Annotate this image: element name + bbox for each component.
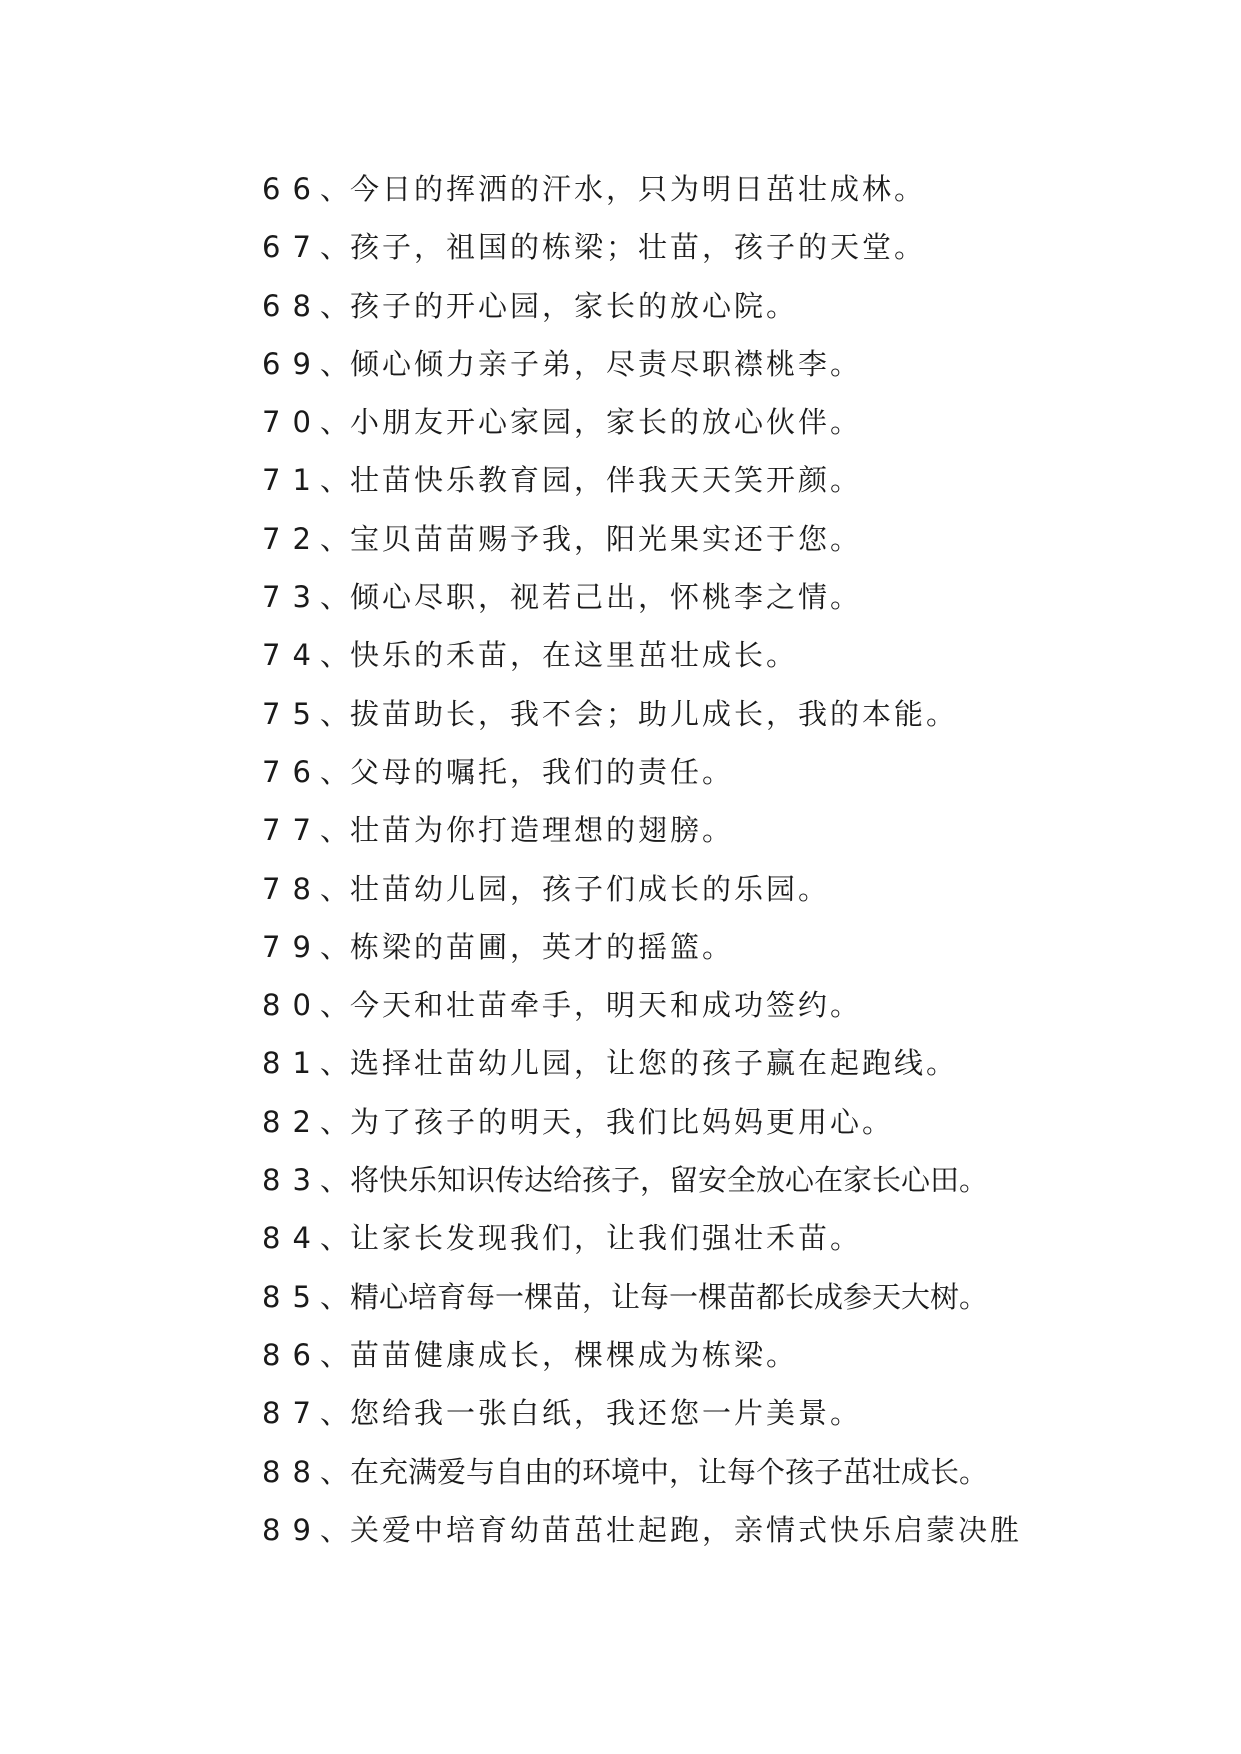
item-number: 88 [262, 1454, 323, 1489]
list-item [262, 335, 1022, 393]
item-number: 73 [262, 580, 323, 615]
list-item [262, 743, 1022, 801]
slogan-list [262, 160, 1022, 1559]
item-text: 父母的嘱托，我们的责任。 [350, 754, 735, 789]
item-text: 为了孩子的明天，我们比妈妈更用心。 [350, 1104, 895, 1139]
item-number: 71 [262, 463, 323, 498]
item-number: 87 [262, 1396, 323, 1431]
item-text: 您给我一张白纸，我还您一片美景。 [350, 1396, 863, 1431]
item-text: 今天和壮苗牵手，明天和成功签约。 [350, 988, 863, 1023]
item-text: 壮苗幼儿园，孩子们成长的乐园。 [350, 871, 831, 906]
item-separator: 、 [320, 1337, 350, 1372]
item-number: 84 [262, 1221, 323, 1256]
item-text: 让家长发现我们，让我们强壮禾苗。 [350, 1221, 863, 1256]
list-item [262, 1034, 1022, 1092]
item-text: 孩子的开心园，家长的放心院。 [350, 288, 799, 323]
list-item [262, 976, 1022, 1034]
item-separator: 、 [320, 580, 350, 615]
item-text: 孩子，祖国的栋梁；壮苗，孩子的天堂。 [350, 230, 927, 265]
item-text: 壮苗快乐教育园，伴我天天笑开颜。 [350, 463, 863, 498]
item-text: 小朋友开心家园，家长的放心伙伴。 [350, 405, 863, 440]
item-number: 81 [262, 1046, 323, 1081]
item-number: 89 [262, 1512, 323, 1547]
list-item [262, 393, 1022, 451]
list-item [262, 277, 1022, 335]
item-separator: 、 [320, 1163, 350, 1198]
item-text: 苗苗健康成长，棵棵成为栋梁。 [350, 1337, 799, 1372]
list-item [262, 801, 1022, 859]
item-text: 壮苗为你打造理想的翅膀。 [350, 813, 735, 848]
item-separator: 、 [320, 463, 350, 498]
item-separator: 、 [320, 1512, 350, 1547]
item-number: 83 [262, 1163, 323, 1198]
list-item [262, 1443, 1022, 1501]
list-item [262, 1268, 1022, 1326]
list-item [262, 1501, 1022, 1559]
item-separator: 、 [320, 1046, 350, 1081]
item-number: 77 [262, 813, 323, 848]
list-item [262, 510, 1022, 568]
item-separator: 、 [320, 988, 350, 1023]
item-separator: 、 [320, 1396, 350, 1431]
item-text: 倾心尽职，视若己出，怀桃李之情。 [350, 580, 863, 615]
list-item [262, 626, 1022, 684]
item-number: 78 [262, 871, 323, 906]
item-number: 72 [262, 521, 323, 556]
item-text: 拔苗助长，我不会；助儿成长，我的本能。 [350, 696, 959, 731]
list-item [262, 451, 1022, 509]
item-number: 80 [262, 988, 323, 1023]
item-text: 快乐的禾苗，在这里茁壮成长。 [350, 638, 799, 673]
item-number: 75 [262, 696, 323, 731]
item-separator: 、 [320, 929, 350, 964]
item-separator: 、 [320, 754, 350, 789]
item-separator: 、 [320, 346, 350, 381]
item-separator: 、 [320, 172, 350, 206]
list-item [262, 1209, 1022, 1267]
item-number: 74 [262, 638, 323, 673]
item-number: 86 [262, 1337, 323, 1372]
item-separator: 、 [320, 1279, 350, 1314]
list-item [262, 1326, 1022, 1384]
item-number: 68 [262, 288, 323, 323]
item-separator: 、 [320, 813, 350, 848]
list-item [262, 1384, 1022, 1442]
item-text: 今日的挥洒的汗水，只为明日茁壮成林。 [350, 172, 927, 206]
list-item [262, 918, 1022, 976]
list-item [262, 1151, 1022, 1209]
list-item [262, 685, 1022, 743]
item-number: 70 [262, 405, 323, 440]
item-text: 宝贝苗苗赐予我，阳光果实还于您。 [350, 521, 863, 556]
item-separator: 、 [320, 288, 350, 323]
item-text: 倾心倾力亲子弟，尽责尽职襟桃李。 [350, 346, 863, 381]
item-number: 85 [262, 1279, 323, 1314]
item-separator: 、 [320, 696, 350, 731]
item-number: 67 [262, 230, 323, 265]
item-text: 选择壮苗幼儿园，让您的孩子赢在起跑线。 [350, 1046, 959, 1081]
item-number: 82 [262, 1104, 323, 1139]
item-separator: 、 [320, 230, 350, 265]
item-separator: 、 [320, 1454, 350, 1489]
item-text: 精心培育每一棵苗，让每一棵苗都长成参天大树。 [350, 1279, 989, 1314]
item-text: 栋梁的苗圃，英才的摇篮。 [350, 929, 735, 964]
item-text: 关爱中培育幼苗茁壮起跑，亲情式快乐启蒙决胜 [350, 1512, 1023, 1547]
item-number: 79 [262, 929, 323, 964]
item-separator: 、 [320, 638, 350, 673]
item-number: 69 [262, 346, 323, 381]
list-item [262, 218, 1022, 276]
item-separator: 、 [320, 1221, 350, 1256]
item-separator: 、 [320, 871, 350, 906]
list-item [262, 160, 1022, 218]
list-item [262, 1093, 1022, 1151]
item-number: 66 [262, 172, 323, 206]
list-item [262, 860, 1022, 918]
item-separator: 、 [320, 405, 350, 440]
item-separator: 、 [320, 1104, 350, 1139]
item-text: 将快乐知识传达给孩子，留安全放心在家长心田。 [350, 1163, 989, 1198]
list-item [262, 568, 1022, 626]
item-separator: 、 [320, 521, 350, 556]
item-text: 在充满爱与自由的环境中，让每个孩子茁壮成长。 [350, 1454, 989, 1489]
item-number: 76 [262, 754, 323, 789]
